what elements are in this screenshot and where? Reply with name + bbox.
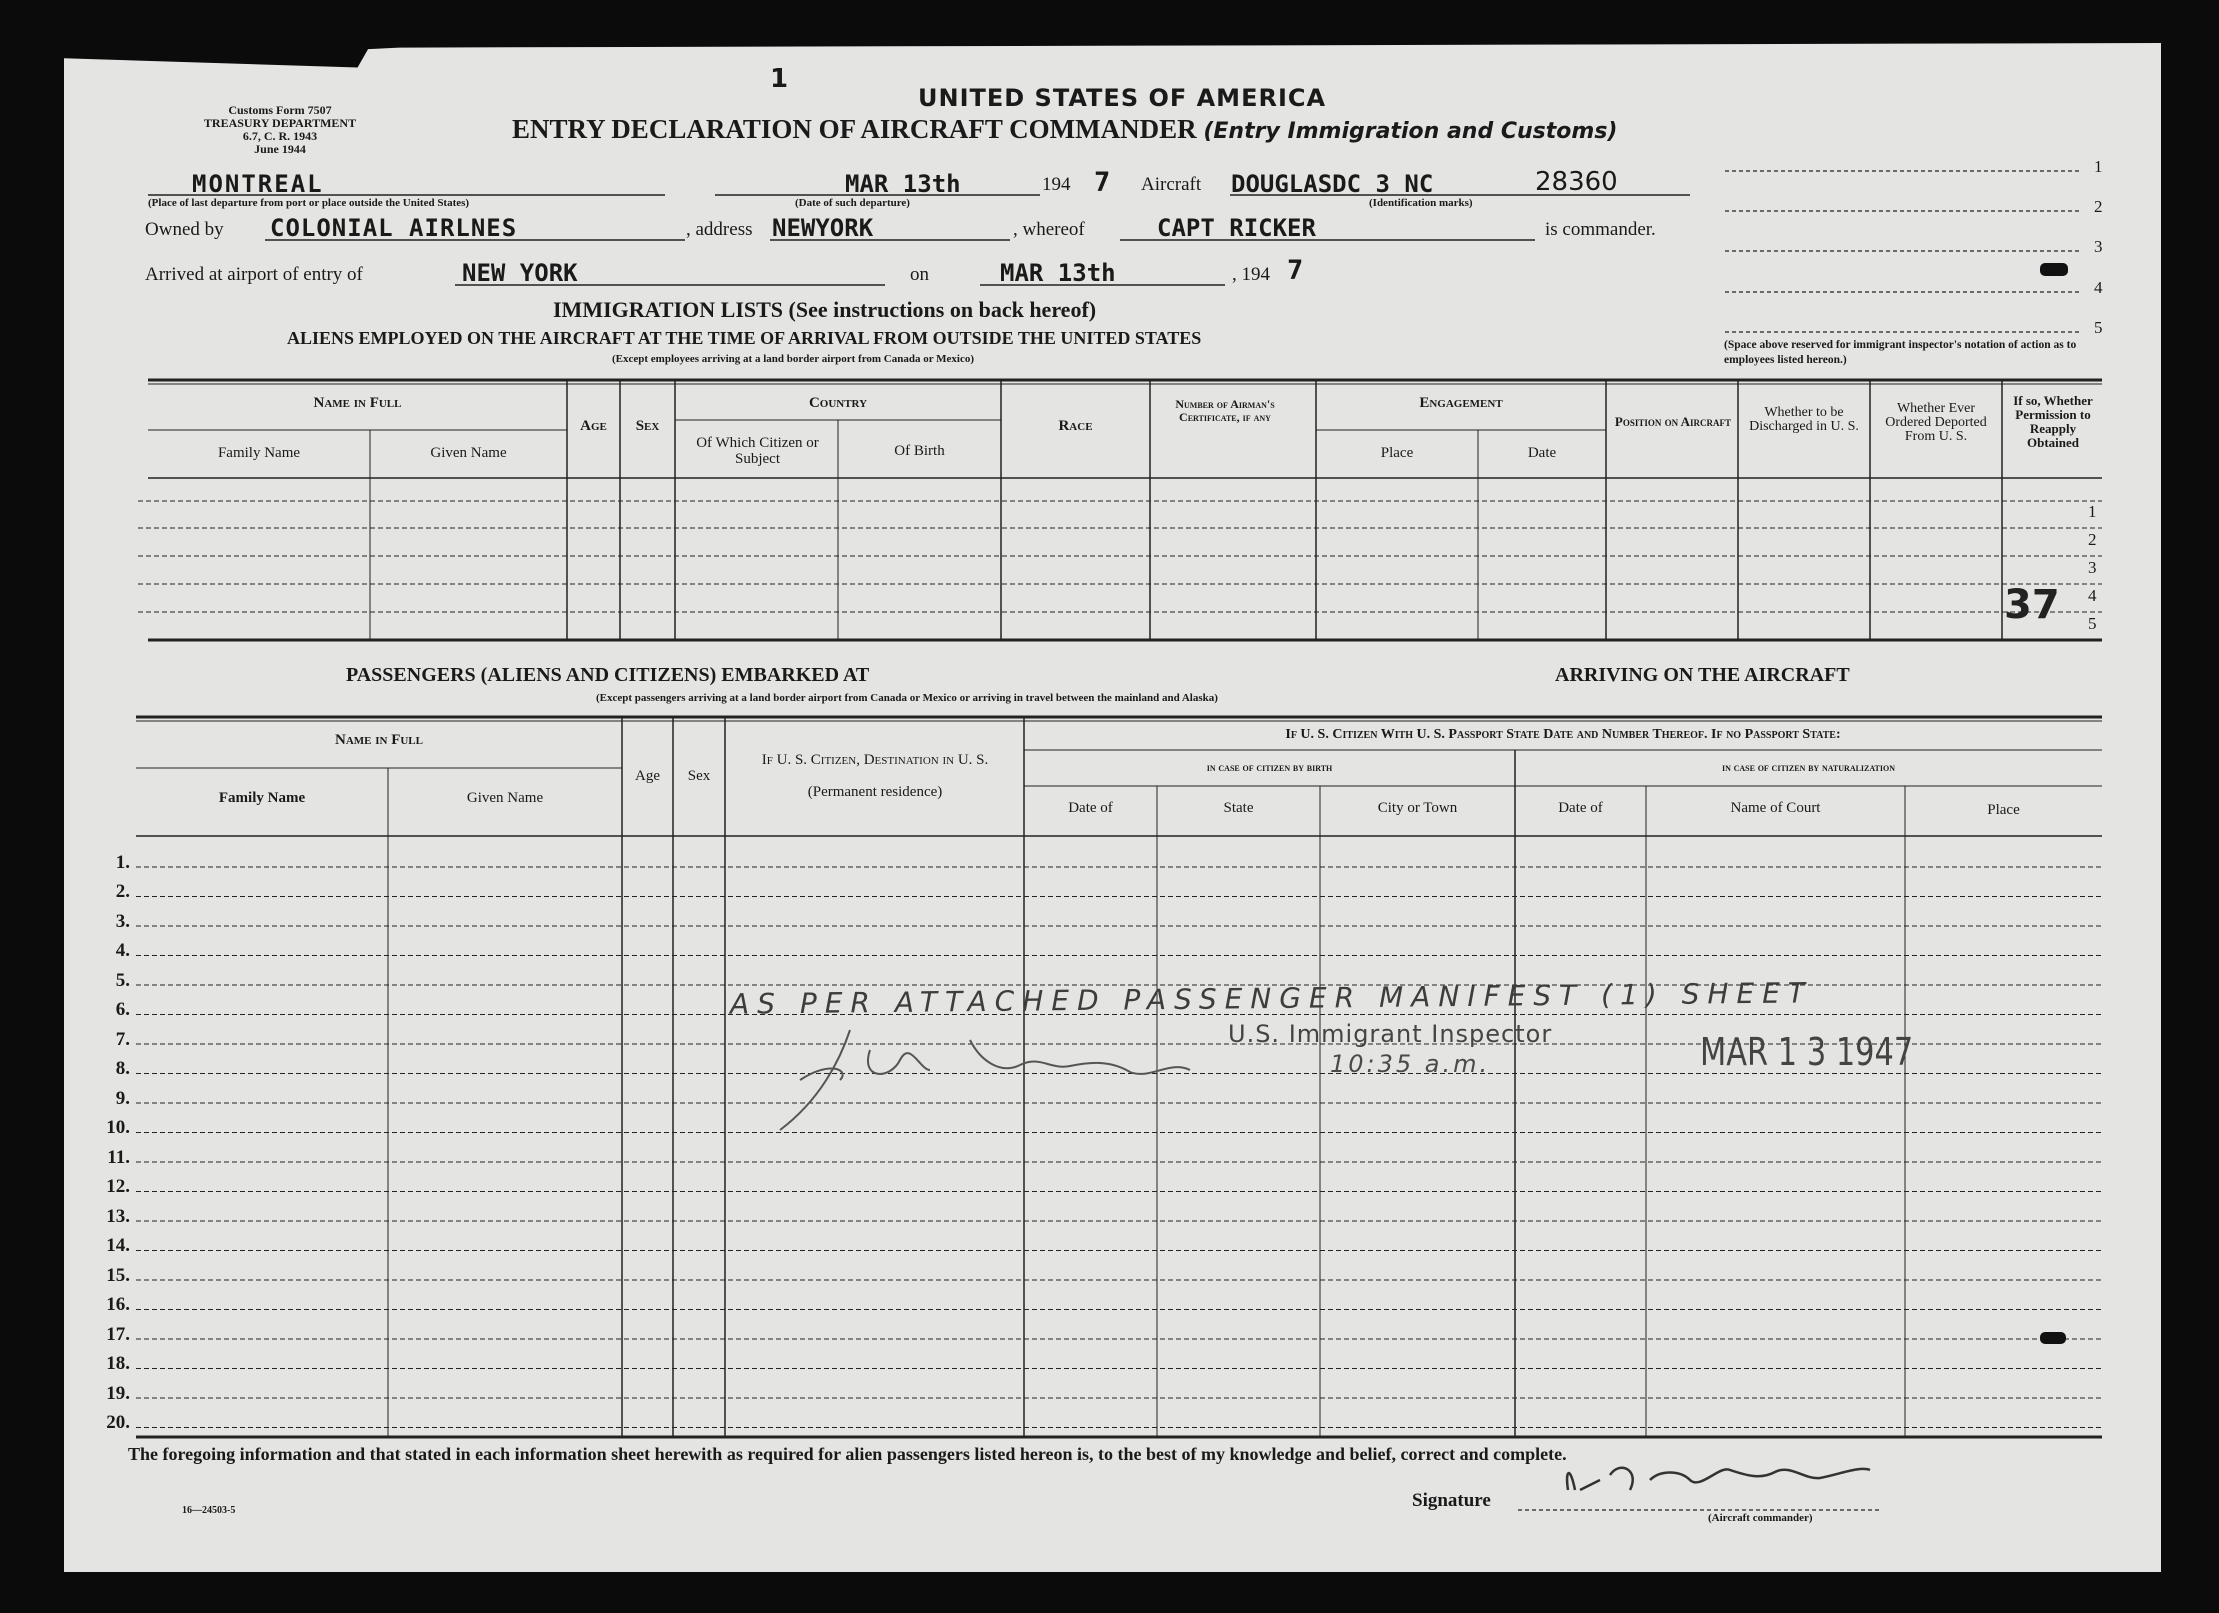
page-number: 1 bbox=[770, 64, 789, 94]
passenger-row-number: 18. bbox=[106, 1353, 130, 1374]
signature-label: Signature bbox=[1412, 1490, 1491, 1511]
col-sex: Sex bbox=[635, 418, 660, 434]
passenger-row-number: 19. bbox=[106, 1383, 130, 1404]
col-engagement: Engagement bbox=[1419, 395, 1503, 411]
departure-port-caption: (Place of last departure from port or place outside the United States) bbox=[148, 197, 470, 209]
col-discharged: Whether to be Discharged in U. S. bbox=[1749, 405, 1859, 434]
passengers-note: (Except passengers arriving at a land border airport from Canada or Mexico or arriving in travel between the mainland and Alaska) bbox=[596, 692, 1218, 704]
pcol-birth-date: Date of bbox=[1068, 800, 1113, 816]
passenger-row-number: 1. bbox=[115, 852, 130, 873]
passenger-row-number: 13. bbox=[106, 1206, 130, 1227]
arrival-year-digit: 7 bbox=[1287, 255, 1304, 286]
passenger-row-number: 9. bbox=[115, 1088, 130, 1109]
departure-port: MONTREAL bbox=[192, 170, 324, 198]
form-subtitle: (Entry Immigration and Customs) bbox=[1203, 119, 1618, 144]
owner-name: COLONIAL AIRLNES bbox=[270, 214, 518, 242]
col-name-in-full: Name in Full bbox=[313, 395, 402, 411]
aircraft-caption: (Identification marks) bbox=[1369, 197, 1473, 209]
certification-text: The foregoing information and that stated in each information sheet herewith as required for alien passengers listed hereon is, to the best of my knowledge and belief, correct and complete. bbox=[128, 1444, 1567, 1464]
pcol-destination-note: (Permanent residence) bbox=[807, 784, 943, 800]
passenger-row-number: 4. bbox=[115, 940, 130, 961]
pcol-passport: If U. S. Citizen With U. S. Passport State Date and Number Thereof. If no Passport State: bbox=[1285, 727, 1841, 742]
side-line-1: 1 bbox=[2094, 157, 2103, 176]
passenger-row-number: 14. bbox=[106, 1235, 130, 1256]
aircraft-label: Aircraft bbox=[1141, 174, 1202, 195]
col-of-birth: Of Birth bbox=[894, 443, 945, 459]
col-position: Position on Aircraft bbox=[1614, 414, 1732, 429]
inspector-notation-note: (Space above reserved for immigrant inspector's notation of action as to employees listed hereon.) bbox=[1724, 339, 2077, 366]
pcol-age: Age bbox=[635, 768, 660, 784]
signature-caption: (Aircraft commander) bbox=[1708, 1512, 1813, 1524]
passenger-row-number: 11. bbox=[107, 1147, 130, 1168]
alien-row-number: 5 bbox=[2088, 614, 2097, 633]
col-family-name: Family Name bbox=[217, 445, 301, 461]
country-title: UNITED STATES OF AMERICA bbox=[918, 84, 1327, 112]
side-line-5: 5 bbox=[2094, 318, 2103, 337]
immigration-note: (Except employees arriving at a land border airport from Canada or Mexico) bbox=[612, 353, 975, 365]
passenger-row-number: 20. bbox=[106, 1412, 130, 1433]
side-line-4: 4 bbox=[2094, 278, 2103, 297]
alien-row-number: 2 bbox=[2088, 530, 2097, 549]
form-date: June 1944 bbox=[254, 142, 306, 156]
inspector-stamp: U.S. Immigrant Inspector bbox=[1228, 1020, 1553, 1048]
side-line-2: 2 bbox=[2094, 197, 2103, 216]
arrival-on-label: on bbox=[910, 264, 929, 285]
col-permission: If so, Whether Permission to Reapply Obtained bbox=[2013, 393, 2093, 450]
col-airman-certificate: Number of Airman's Certificate, if any bbox=[1175, 397, 1275, 424]
col-engagement-place: Place bbox=[1380, 445, 1414, 461]
pcol-court: Name of Court bbox=[1730, 800, 1821, 816]
side-line-3: 3 bbox=[2094, 237, 2103, 256]
form-title-main: ENTRY DECLARATION OF AIRCRAFT COMMANDER bbox=[512, 114, 1197, 144]
department: TREASURY DEPARTMENT bbox=[203, 116, 357, 130]
alien-row-number: 4 bbox=[2088, 586, 2097, 605]
date-stamp: MAR 1 3 1947 bbox=[1700, 1030, 1914, 1074]
address-label: , address bbox=[686, 219, 753, 240]
owned-by-label: Owned by bbox=[145, 219, 224, 240]
pcol-family-name: Family Name bbox=[218, 790, 306, 806]
passenger-row-number: 15. bbox=[106, 1265, 130, 1286]
passenger-row-number: 3. bbox=[115, 911, 130, 932]
pcol-given-name: Given Name bbox=[466, 790, 544, 806]
pcol-sex: Sex bbox=[687, 768, 711, 784]
passenger-row-number: 17. bbox=[106, 1324, 130, 1345]
pcol-by-birth: in case of citizen by birth bbox=[1206, 762, 1333, 774]
passenger-row-number: 5. bbox=[115, 970, 130, 991]
passenger-row-number: 8. bbox=[115, 1058, 130, 1079]
passenger-row-number: 12. bbox=[106, 1176, 130, 1197]
pcol-destination: If U. S. Citizen, Destination in U. S. bbox=[761, 752, 989, 768]
arrival-date: MAR 13th bbox=[1000, 259, 1116, 287]
whereof-label: , whereof bbox=[1013, 219, 1085, 240]
owner-address: NEWYORK bbox=[772, 214, 874, 242]
col-country: Country bbox=[808, 395, 868, 411]
form-name: Customs Form 7507 bbox=[228, 103, 332, 117]
departure-date-caption: (Date of such departure) bbox=[795, 197, 910, 209]
passenger-row-number: 16. bbox=[106, 1294, 130, 1315]
passenger-row-number: 7. bbox=[115, 1029, 130, 1050]
commander-suffix: is commander. bbox=[1545, 219, 1656, 240]
departure-date: MAR 13th bbox=[845, 170, 961, 198]
departure-year-digit: 7 bbox=[1094, 167, 1111, 198]
passengers-title-right: ARRIVING ON THE AIRCRAFT bbox=[1555, 664, 1850, 686]
passengers-title-left: PASSENGERS (ALIENS AND CITIZENS) EMBARKED AT bbox=[346, 664, 870, 686]
handwritten-number: 37 bbox=[2004, 582, 2060, 628]
col-citizen-of: Of Which Citizen or Subject bbox=[696, 435, 819, 467]
cfr-reference: 6.7, C. R. 1943 bbox=[242, 129, 318, 143]
pcol-name-in-full: Name in Full bbox=[334, 732, 423, 748]
manifest-note: AS PER ATTACHED PASSENGER MANIFEST (1) SHEET bbox=[729, 976, 1814, 1021]
alien-row-number: 1 bbox=[2088, 502, 2097, 521]
col-given-name: Given Name bbox=[430, 445, 507, 461]
immigration-subtitle: ALIENS EMPLOYED ON THE AIRCRAFT AT THE TIME OF ARRIVAL FROM OUTSIDE THE UNITED STATES bbox=[287, 328, 1202, 348]
arrival-label: Arrived at airport of entry of bbox=[145, 264, 363, 285]
arrival-year-prefix: , 194 bbox=[1232, 264, 1270, 285]
form-code: 16—24503-5 bbox=[182, 1505, 236, 1516]
passenger-row-number: 2. bbox=[115, 881, 130, 902]
departure-year-prefix: 194 bbox=[1042, 174, 1071, 195]
aircraft-number: 28360 bbox=[1535, 167, 1618, 197]
passenger-row-number: 6. bbox=[115, 999, 130, 1020]
pcol-place: Place bbox=[1987, 802, 2020, 818]
col-race: Race bbox=[1058, 418, 1093, 434]
pcol-city: City or Town bbox=[1377, 800, 1458, 816]
pcol-naturalization-date: Date of bbox=[1558, 800, 1603, 816]
alien-row-number: 3 bbox=[2088, 558, 2097, 577]
aircraft-identification: DOUGLASDC 3 NC bbox=[1231, 170, 1434, 198]
inspector-time: 10:35 a.m. bbox=[1330, 1050, 1491, 1078]
immigration-title: IMMIGRATION LISTS (See instructions on back hereof) bbox=[553, 297, 1097, 322]
col-age: Age bbox=[580, 418, 607, 434]
col-deported: Whether Ever Ordered Deported From U. S. bbox=[1885, 401, 1987, 444]
passenger-row-number: 10. bbox=[106, 1117, 130, 1138]
arrival-airport: NEW YORK bbox=[462, 259, 578, 287]
col-engagement-date: Date bbox=[1527, 445, 1557, 461]
commander-name: CAPT RICKER bbox=[1157, 214, 1316, 242]
pcol-state: State bbox=[1223, 800, 1254, 816]
pcol-by-naturalization: in case of citizen by naturalization bbox=[1721, 762, 1896, 774]
